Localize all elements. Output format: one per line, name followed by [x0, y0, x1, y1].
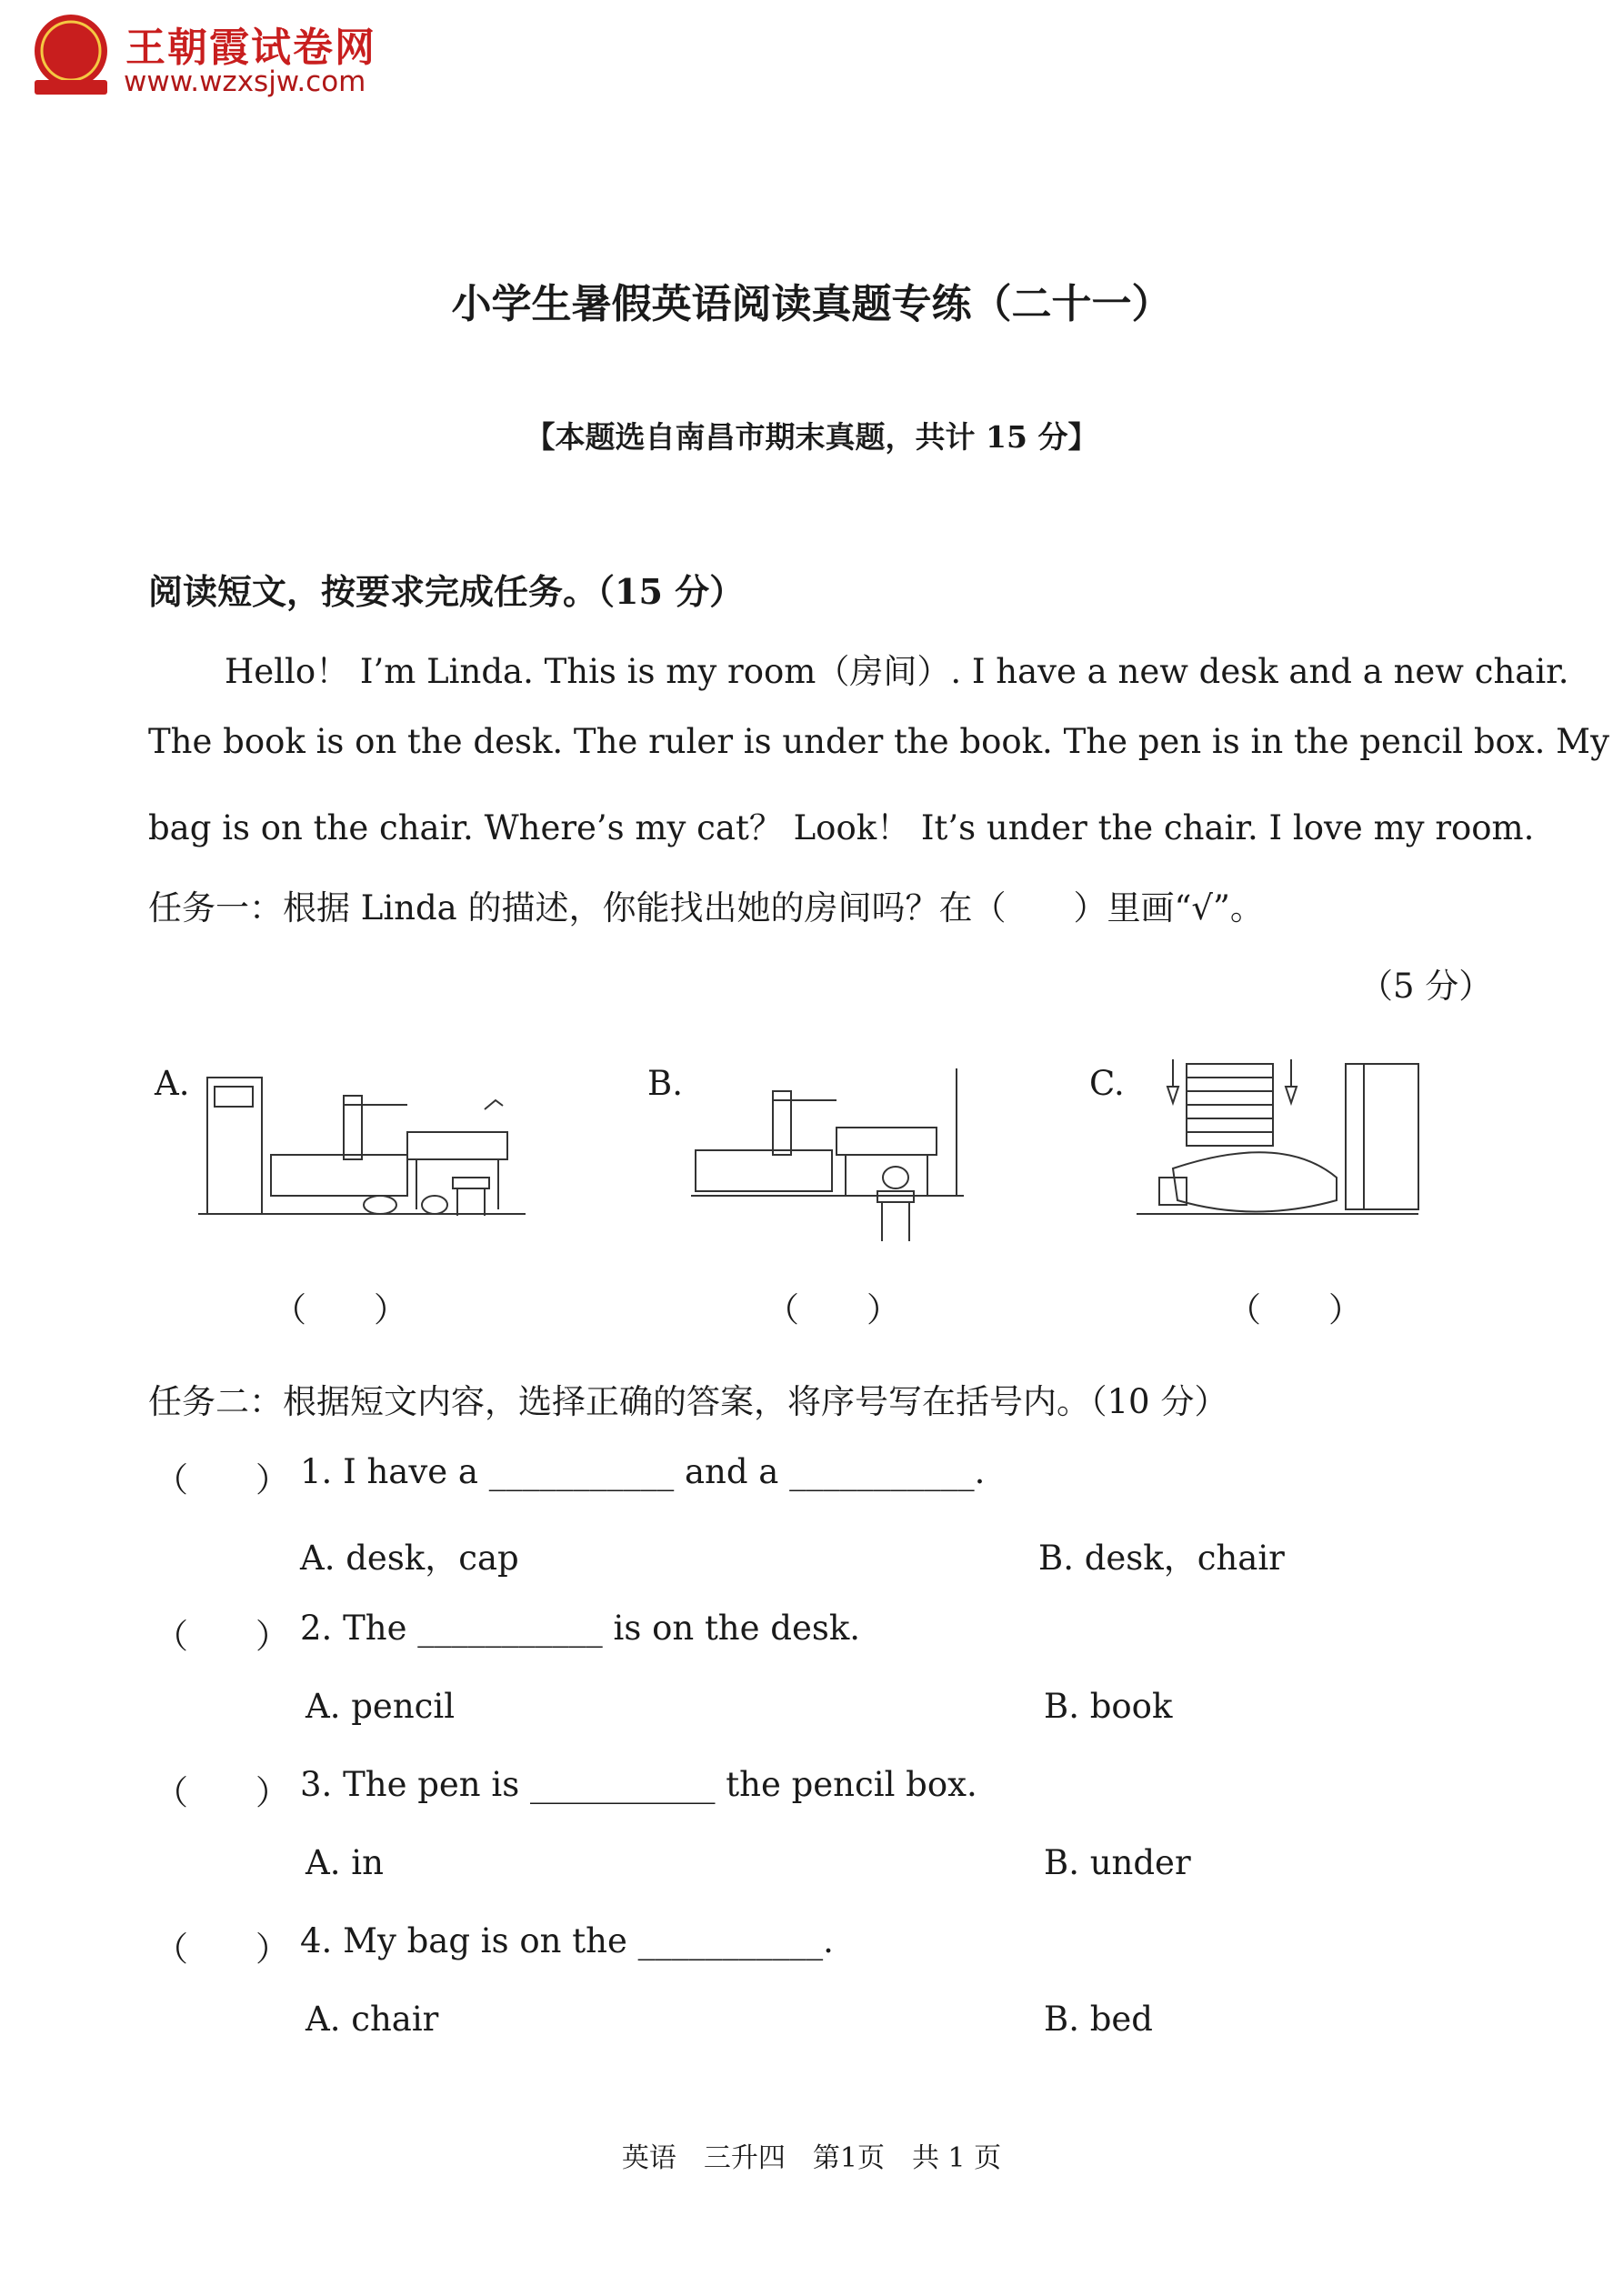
logo-name: 王朝霞试卷网	[125, 25, 376, 71]
answer-paren-c[interactable]: （ ）	[1227, 1290, 1362, 1329]
answer-paren-q2[interactable]: （ ）	[155, 1617, 289, 1656]
option-c-label: C.	[1089, 1064, 1125, 1103]
answer-paren-b[interactable]: （ ）	[766, 1290, 900, 1329]
option-b-label: B.	[647, 1064, 683, 1103]
q2-choice-a: A. pencil	[306, 1687, 456, 1726]
logo-url[interactable]: www.wzxsjw.com	[124, 65, 366, 98]
site-logo	[25, 7, 416, 107]
q3-choice-b: B. under	[1044, 1843, 1191, 1882]
q4-choice-b: B. bed	[1044, 2000, 1153, 2039]
q2-choice-b: B. book	[1044, 1687, 1173, 1726]
task1-prompt: 任务一：根据 Linda 的描述，你能找出她的房间吗？在（ ）里画“√”。	[148, 888, 1264, 927]
page-title: 小学生暑假英语阅读真题专练（二十一）	[451, 281, 1172, 327]
page-footer: 英语 三升四 第1页 共 1 页	[621, 2142, 1002, 2174]
question-1: 1. I have a ___________ and a ___________.	[300, 1452, 986, 1491]
answer-paren-q1[interactable]: （ ）	[155, 1460, 289, 1499]
bedroom-a-icon	[198, 1059, 535, 1232]
passage-line: bag is on the chair. Where’s my cat？ Look！ It’s under the chair. I love my room.	[148, 808, 1535, 847]
bedroom-c-icon	[1137, 1059, 1428, 1232]
instruction: 阅读短文，按要求完成任务。（15 分）	[148, 571, 745, 612]
q3-choice-a: A. in	[306, 1843, 384, 1882]
option-a-label: A.	[155, 1064, 190, 1103]
q1-choice-a: A. desk，cap	[300, 1539, 519, 1578]
question-3: 3. The pen is ___________ the pencil box.	[300, 1765, 977, 1804]
passage-line: Hello！ I’m Linda. This is my room（房间）. I have a new desk and a new chair.	[225, 652, 1569, 691]
q4-choice-a: A. chair	[306, 2000, 439, 2039]
answer-paren-a[interactable]: （ ）	[273, 1290, 407, 1329]
source-note: 【本题选自南昌市期末真题，共计 15 分】	[525, 419, 1098, 455]
task1-score: （5 分）	[1359, 967, 1493, 1006]
question-2: 2. The ___________ is on the desk.	[300, 1609, 861, 1648]
q1-choice-b: B. desk，chair	[1038, 1539, 1285, 1578]
answer-paren-q3[interactable]: （ ）	[155, 1773, 289, 1812]
bedroom-b-icon	[691, 1059, 973, 1250]
passage-line: The book is on the desk. The ruler is under the book. The pen is in the pencil box. My	[148, 722, 1609, 761]
task2-prompt: 任务二：根据短文内容，选择正确的答案，将序号写在括号内。（10 分）	[148, 1382, 1228, 1421]
answer-paren-q4[interactable]: （ ）	[155, 1930, 289, 1969]
seal-icon	[29, 11, 113, 98]
question-4: 4. My bag is on the ___________.	[300, 1921, 834, 1960]
